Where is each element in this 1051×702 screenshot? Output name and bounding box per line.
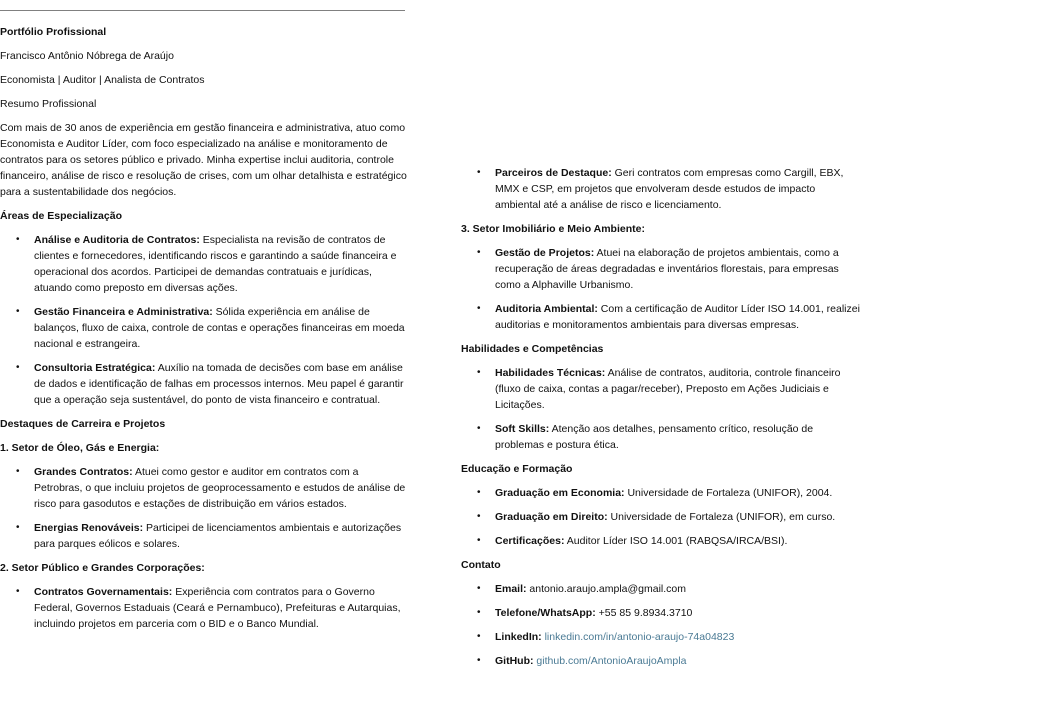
contact-list	[461, 581, 863, 669]
list-item	[495, 165, 863, 213]
contact-heading: Contato	[461, 559, 501, 571]
sector-list	[461, 245, 863, 333]
list-item	[34, 520, 408, 552]
email-value: antonio.araujo.ampla@gmail.com	[526, 583, 687, 595]
highlights-heading: Destaques de Carreira e Projetos	[0, 418, 166, 430]
item-label: Parceiros de Destaque:	[495, 167, 612, 179]
item-label: Certificações:	[495, 535, 565, 547]
list-item	[34, 464, 408, 512]
item-text: Com a certificação de Auditor Líder ISO 14.001, realizei auditorias e monitoramentos ambientais para diversas empresas.	[495, 303, 860, 331]
item-label: Contratos Governamentais:	[34, 586, 173, 598]
item-text: Sólida experiência em análise de balanços, fluxo de caixa, controle de contas e operações financeiras em moeda nacional e estrangeira.	[34, 306, 405, 350]
item-text: Atuei na elaboração de projetos ambientais, como a recuperação de áreas degradadas e inventários florestais, para empresas como a Alphaville Urbanismo.	[495, 247, 839, 291]
list-item	[495, 533, 863, 549]
list-item	[495, 301, 863, 333]
github-link[interactable]: github.com/AntonioAraujoAmpla	[536, 655, 687, 667]
contact-email	[495, 581, 863, 597]
list-item	[495, 365, 863, 413]
item-text: Participei de licenciamentos ambientais e autorizações para parques eólicos e solares.	[34, 522, 402, 550]
item-label: Auditoria Ambiental:	[495, 303, 598, 315]
page-title: Portfólio Profissional	[0, 26, 107, 38]
github-label: GitHub:	[495, 655, 534, 667]
item-text: Auxílio na tomada de decisões com base em análise de dados e identificação de falhas em processos internos. Meu papel é garantir que a operação seja sustentável, do ponto de vista financeiro e contratual.	[34, 362, 404, 406]
top-divider	[0, 10, 405, 11]
sector-title: 2. Setor Público e Grandes Corporações:	[0, 562, 205, 574]
skills-list	[461, 365, 863, 453]
sector-title: 3. Setor Imobiliário e Meio Ambiente:	[461, 223, 645, 235]
person-name: Francisco Antônio Nóbrega de Araújo	[0, 50, 174, 62]
sector-list	[0, 584, 408, 632]
item-text: Geri contratos com empresas como Cargill, EBX, MMX e CSP, em projetos que envolveram desde estudos de impacto ambiental até a análise de risco e licenciamento.	[495, 167, 844, 211]
list-item	[34, 232, 408, 296]
contact-github	[495, 653, 863, 669]
contact-phone	[495, 605, 863, 621]
email-label: Email:	[495, 583, 527, 595]
contact-linkedin	[495, 629, 863, 645]
item-text: Experiência com contratos para o Governo Federal, Governos Estaduais (Ceará e Pernambuco), Prefeituras e Autarquias, incluindo projetos em parceria com o BID e o Banco Mundial.	[34, 586, 401, 630]
person-roles: Economista | Auditor | Analista de Contratos	[0, 74, 205, 86]
education-heading: Educação e Formação	[461, 463, 573, 475]
item-label: Habilidades Técnicas:	[495, 367, 606, 379]
sector-title: 1. Setor de Óleo, Gás e Energia:	[0, 442, 160, 454]
list-item	[34, 304, 408, 352]
sector-list	[0, 464, 408, 552]
item-text: Universidade de Fortaleza (UNIFOR), 2004.	[624, 487, 833, 499]
list-item	[34, 584, 408, 632]
phone-value: +55 85 9.8934.3710	[595, 607, 693, 619]
item-label: Gestão de Projetos:	[495, 247, 595, 259]
item-text: Auditor Líder ISO 14.001 (RABQSA/IRCA/BSI).	[564, 535, 788, 547]
summary-heading: Resumo Profissional	[0, 98, 97, 110]
item-label: Graduação em Direito:	[495, 511, 608, 523]
item-label: Consultoria Estratégica:	[34, 362, 156, 374]
item-label: Energias Renováveis:	[34, 522, 144, 534]
item-label: Soft Skills:	[495, 423, 550, 435]
linkedin-label: LinkedIn:	[495, 631, 542, 643]
list-item	[495, 485, 863, 501]
summary-text: Com mais de 30 anos de experiência em gestão financeira e administrativa, atuo como Economista e Auditor Líder, com foco especializado na análise e monitoramento de contratos para os setores público e privado. Minha expertise inclui auditoria, controle financeiro, análise de risco e resolução de crises, com um olhar detalhista e estratégico para a sustentabilidade dos negócios.	[0, 122, 407, 198]
phone-label: Telefone/WhatsApp:	[495, 607, 596, 619]
item-label: Graduação em Economia:	[495, 487, 625, 499]
areas-heading: Áreas de Especialização	[0, 210, 122, 222]
item-text: Análise de contratos, auditoria, controle financeiro (fluxo de caixa, contas a pagar/receber), Preposto em Ações Judiciais e Licitações.	[495, 367, 841, 411]
item-label: Análise e Auditoria de Contratos:	[34, 234, 200, 246]
left-column	[0, 24, 408, 640]
list-item	[495, 421, 863, 453]
item-text: Atenção aos detalhes, pensamento crítico, resolução de problemas e postura ética.	[495, 423, 814, 451]
linkedin-link[interactable]: linkedin.com/in/antonio-araujo-74a04823	[544, 631, 735, 643]
sector-list	[461, 165, 863, 213]
skills-heading: Habilidades e Competências	[461, 343, 604, 355]
item-label: Grandes Contratos:	[34, 466, 133, 478]
list-item	[495, 509, 863, 525]
education-list	[461, 485, 863, 549]
areas-list	[0, 232, 408, 408]
item-text: Universidade de Fortaleza (UNIFOR), em curso.	[607, 511, 836, 523]
item-text: Especialista na revisão de contratos de clientes e fornecedores, identificando riscos e garantindo a saúde financeira e operacional dos acordos. Participei de demandas contratuais e jurídicas, atuando como preposto em diversas ações.	[34, 234, 397, 294]
list-item	[34, 360, 408, 408]
list-item	[495, 245, 863, 293]
item-label: Gestão Financeira e Administrativa:	[34, 306, 213, 318]
item-text: Atuei como gestor e auditor em contratos com a Petrobras, o que incluiu projetos de geoprocessamento e estudos de análise de risco para gasodutos e estações de distribuição em vários estados.	[34, 466, 406, 510]
right-column	[461, 165, 863, 677]
